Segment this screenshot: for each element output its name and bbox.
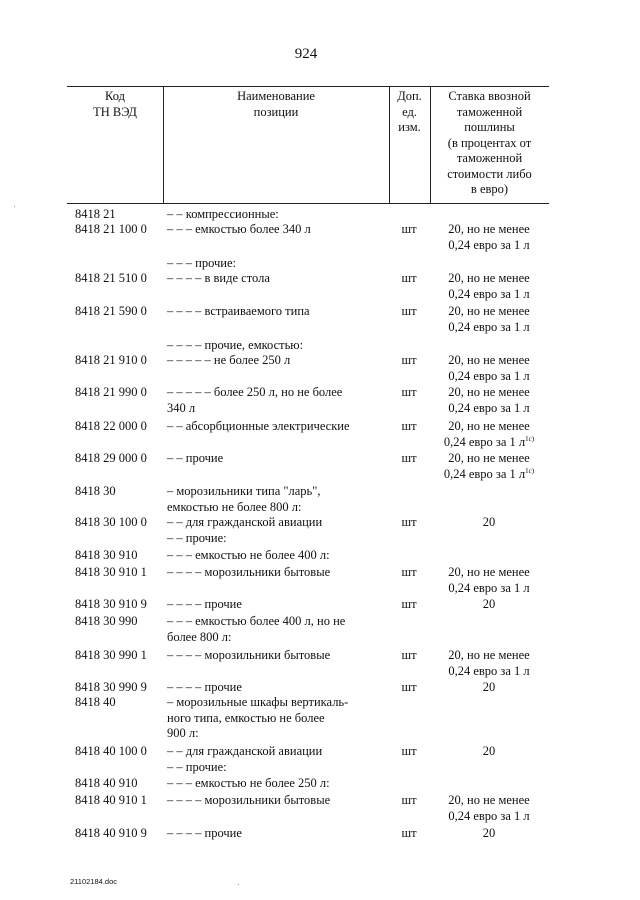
duty-rate-text: 20, но не менее 0,24 евро за 1 л bbox=[448, 793, 530, 823]
additional-unit: шт bbox=[401, 680, 417, 694]
tn-ved-code: 8418 30 990 bbox=[75, 614, 138, 628]
duty-rate bbox=[430, 353, 548, 384]
tn-ved-code: 8418 40 910 1 bbox=[75, 793, 147, 807]
duty-rate bbox=[430, 597, 548, 613]
tn-ved-code: 8418 30 bbox=[75, 484, 116, 498]
duty-rate-text: 20 bbox=[482, 597, 496, 611]
position-name: – – – – – не более 250 л bbox=[167, 353, 291, 367]
position-name: – – – – – более 250 л, но не более 340 л bbox=[167, 385, 343, 415]
position-name: – – – – прочие, емкостью: bbox=[167, 338, 304, 352]
duty-rate bbox=[430, 648, 548, 679]
duty-rate bbox=[430, 680, 548, 696]
additional-unit: шт bbox=[401, 419, 417, 433]
duty-rate-text: 20, но не менее 0,24 евро за 1 л bbox=[443, 419, 530, 449]
duty-rate-text: 20, но не менее 0,24 евро за 1 л bbox=[448, 385, 530, 415]
duty-rate-text: 20, но не менее 0,24 евро за 1 л bbox=[448, 565, 530, 595]
additional-unit: шт bbox=[401, 304, 417, 318]
tn-ved-code: 8418 21 100 0 bbox=[75, 222, 147, 236]
position-name: – – – – в виде стола bbox=[167, 271, 270, 285]
tn-ved-code: 8418 30 910 bbox=[75, 548, 138, 562]
header-unit: Доп. ед. изм. bbox=[397, 89, 422, 134]
duty-rate bbox=[430, 271, 548, 302]
duty-rate bbox=[430, 451, 548, 482]
additional-unit: шт bbox=[401, 565, 417, 579]
duty-rate bbox=[430, 793, 548, 824]
duty-rate-text: 20, но не менее 0,24 евро за 1 л bbox=[448, 304, 530, 334]
position-name: – – прочие: bbox=[167, 760, 227, 774]
margin-mark-bottom: ' bbox=[238, 884, 240, 890]
position-name: – – – емкостью более 400 л, но не более 800 л: bbox=[167, 614, 346, 644]
tn-ved-code: 8418 40 bbox=[75, 695, 116, 709]
position-name: – – абсорбционные электрические bbox=[167, 419, 350, 433]
tn-ved-code: 8418 22 000 0 bbox=[75, 419, 147, 433]
footnote-reference: 1с) bbox=[525, 466, 535, 475]
position-name: – – прочие: bbox=[167, 531, 227, 545]
position-name: – – – – морозильники бытовые bbox=[167, 565, 331, 579]
header-rate: Ставка ввозной таможенной пошлины (в процентах от таможенной стоимости либо в евро) bbox=[447, 89, 532, 196]
tn-ved-code: 8418 30 990 9 bbox=[75, 680, 147, 694]
duty-rate-text: 20, но не менее 0,24 евро за 1 л bbox=[443, 451, 530, 481]
position-name: – – для гражданской авиации bbox=[167, 744, 323, 758]
duty-rate bbox=[430, 515, 548, 531]
position-name: – – – – морозильники бытовые bbox=[167, 793, 331, 807]
additional-unit: шт bbox=[401, 826, 417, 840]
additional-unit: шт bbox=[401, 451, 417, 465]
position-name: – морозильные шкафы вертикаль- ного типа, емкостью не более 900 л: bbox=[167, 695, 349, 740]
duty-rate-text: 20 bbox=[482, 680, 496, 694]
duty-rate bbox=[430, 826, 548, 842]
position-name: – – для гражданской авиации bbox=[167, 515, 323, 529]
margin-mark-left: ' bbox=[14, 206, 16, 212]
header-code: Код ТН ВЭД bbox=[93, 89, 137, 119]
tn-ved-code: 8418 21 990 0 bbox=[75, 385, 147, 399]
position-name: – – – – встраиваемого типа bbox=[167, 304, 310, 318]
tn-ved-code: 8418 30 910 1 bbox=[75, 565, 147, 579]
additional-unit: шт bbox=[401, 385, 417, 399]
position-name: – – – емкостью не более 250 л: bbox=[167, 776, 330, 790]
position-name: – – – – морозильники бытовые bbox=[167, 648, 331, 662]
tn-ved-code: 8418 40 910 bbox=[75, 776, 138, 790]
additional-unit: шт bbox=[401, 648, 417, 662]
duty-rate bbox=[430, 565, 548, 596]
additional-unit: шт bbox=[401, 271, 417, 285]
position-name: – – компрессионные: bbox=[167, 207, 279, 221]
page-number: 924 bbox=[294, 46, 318, 62]
tn-ved-code: 8418 40 910 9 bbox=[75, 826, 147, 840]
tn-ved-code: 8418 21 bbox=[75, 207, 116, 221]
position-name: – морозильники типа "ларь", емкостью не более 800 л: bbox=[167, 484, 321, 514]
tn-ved-code: 8418 29 000 0 bbox=[75, 451, 147, 465]
position-name: – – прочие bbox=[167, 451, 224, 465]
tn-ved-code: 8418 30 910 9 bbox=[75, 597, 147, 611]
position-name: – – – емкостью не более 400 л: bbox=[167, 548, 330, 562]
duty-rate bbox=[430, 304, 548, 335]
tn-ved-code: 8418 21 510 0 bbox=[75, 271, 147, 285]
duty-rate bbox=[430, 385, 548, 416]
duty-rate bbox=[430, 419, 548, 450]
duty-rate-text: 20, но не менее 0,24 евро за 1 л bbox=[448, 271, 530, 301]
duty-rate-text: 20 bbox=[482, 826, 496, 840]
tn-ved-code: 8418 21 590 0 bbox=[75, 304, 147, 318]
additional-unit: шт bbox=[401, 515, 417, 529]
duty-rate-text: 20, но не менее 0,24 евро за 1 л bbox=[448, 648, 530, 678]
additional-unit: шт bbox=[401, 222, 417, 236]
header-name: Наименование позиции bbox=[237, 89, 315, 119]
duty-rate-text: 20, но не менее 0,24 евро за 1 л bbox=[448, 353, 530, 383]
additional-unit: шт bbox=[401, 793, 417, 807]
position-name: – – – прочие: bbox=[167, 256, 236, 270]
duty-rate-text: 20, но не менее 0,24 евро за 1 л bbox=[448, 222, 530, 252]
duty-rate-text: 20 bbox=[482, 515, 496, 529]
duty-rate-text: 20 bbox=[482, 744, 496, 758]
additional-unit: шт bbox=[401, 353, 417, 367]
position-name: – – – – прочие bbox=[167, 597, 242, 611]
position-name: – – – – прочие bbox=[167, 680, 242, 694]
footer-filename: 21102184.doc bbox=[70, 877, 117, 886]
duty-rate bbox=[430, 744, 548, 760]
additional-unit: шт bbox=[401, 744, 417, 758]
tn-ved-code: 8418 21 910 0 bbox=[75, 353, 147, 367]
duty-rate bbox=[430, 222, 548, 253]
footnote-reference: 1с) bbox=[525, 434, 535, 443]
additional-unit: шт bbox=[401, 597, 417, 611]
tn-ved-code: 8418 30 100 0 bbox=[75, 515, 147, 529]
position-name: – – – – прочие bbox=[167, 826, 242, 840]
position-name: – – – емкостью более 340 л bbox=[167, 222, 311, 236]
tn-ved-code: 8418 30 990 1 bbox=[75, 648, 147, 662]
tn-ved-code: 8418 40 100 0 bbox=[75, 744, 147, 758]
